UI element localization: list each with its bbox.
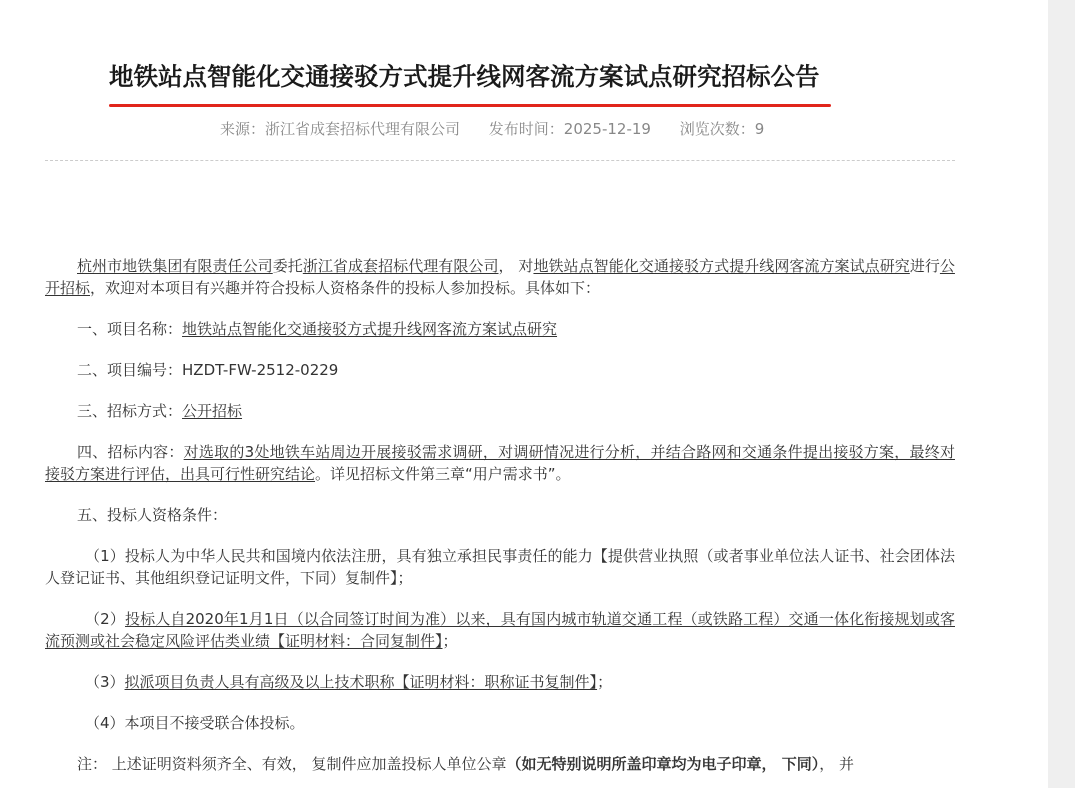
- tender-method: 公开招标: [45, 257, 955, 297]
- article-meta: [220, 118, 788, 139]
- item-tender-content: 四、招标内容：对选取的3处地铁车站周边开展接驳需求调研，对调研情况进行分析，并结合路网和交通条件提出接驳方案，最终对接驳方案进行评估，出具可行性研究结论。详见招标文件第三章“用户需求书”。: [45, 443, 955, 483]
- source-label: 来源：浙江省成套招标代理有限公司: [220, 120, 461, 138]
- tenderer-name: 杭州市地铁集团有限责任公司: [77, 257, 273, 275]
- project-name: 地铁站点智能化交通接驳方式提升线网客流方案试点研究: [533, 257, 910, 275]
- note-paragraph: 注： 上述证明资料须齐全、有效， 复制件应加盖投标人单位公章（如无特别说明所盖印章均为电子印章， 下同）， 并: [77, 755, 855, 773]
- item-tender-method: 三、招标方式：公开招标: [77, 402, 243, 420]
- page-title: 地铁站点智能化交通接驳方式提升线网客流方案试点研究招标公告: [109, 62, 820, 91]
- view-count: 浏览次数：9: [679, 120, 765, 138]
- item-qualifications: 五、投标人资格条件：: [77, 506, 228, 524]
- article-body: [45, 255, 955, 794]
- publish-time: 发布时间：2025-12-19: [488, 120, 651, 138]
- item-project-number: 二、项目编号：HZDT-FW-2512-0229: [77, 361, 339, 379]
- qualification-4: （4）本项目不接受联合体投标。: [85, 714, 305, 732]
- title-underline: [109, 104, 831, 107]
- item-project-name: 一、项目名称：地铁站点智能化交通接驳方式提升线网客流方案试点研究: [77, 320, 558, 338]
- qualification-2: （2）投标人自2020年1月1日（以合同签订时间为准）以来，具有国内城市轨道交通工程（或铁路工程）交通一体化衔接规划或客流预测或社会稳定风险评估类业绩【证明材料：合同复制件】；: [45, 610, 955, 650]
- divider: [45, 160, 955, 161]
- intro-paragraph: 杭州市地铁集团有限责任公司委托浙江省成套招标代理有限公司， 对地铁站点智能化交通接驳方式提升线网客流方案试点研究进行公开招标，欢迎对本项目有兴趣并符合投标人资格条件的投标人参加投标。具体如下：: [45, 257, 955, 297]
- scrollbar-track[interactable]: [1048, 0, 1075, 788]
- qualification-3: （3）拟派项目负责人具有高级及以上技术职称【证明材料：职称证书复制件】；: [85, 673, 613, 691]
- qualification-1: （1）投标人为中华人民共和国境内依法注册，具有独立承担民事责任的能力【提供营业执照（或者事业单位法人证书、社会团体法人登记证书、其他组织登记证明文件，下同）复制件】；: [45, 547, 955, 587]
- agent-name: 浙江省成套招标代理有限公司: [302, 257, 499, 275]
